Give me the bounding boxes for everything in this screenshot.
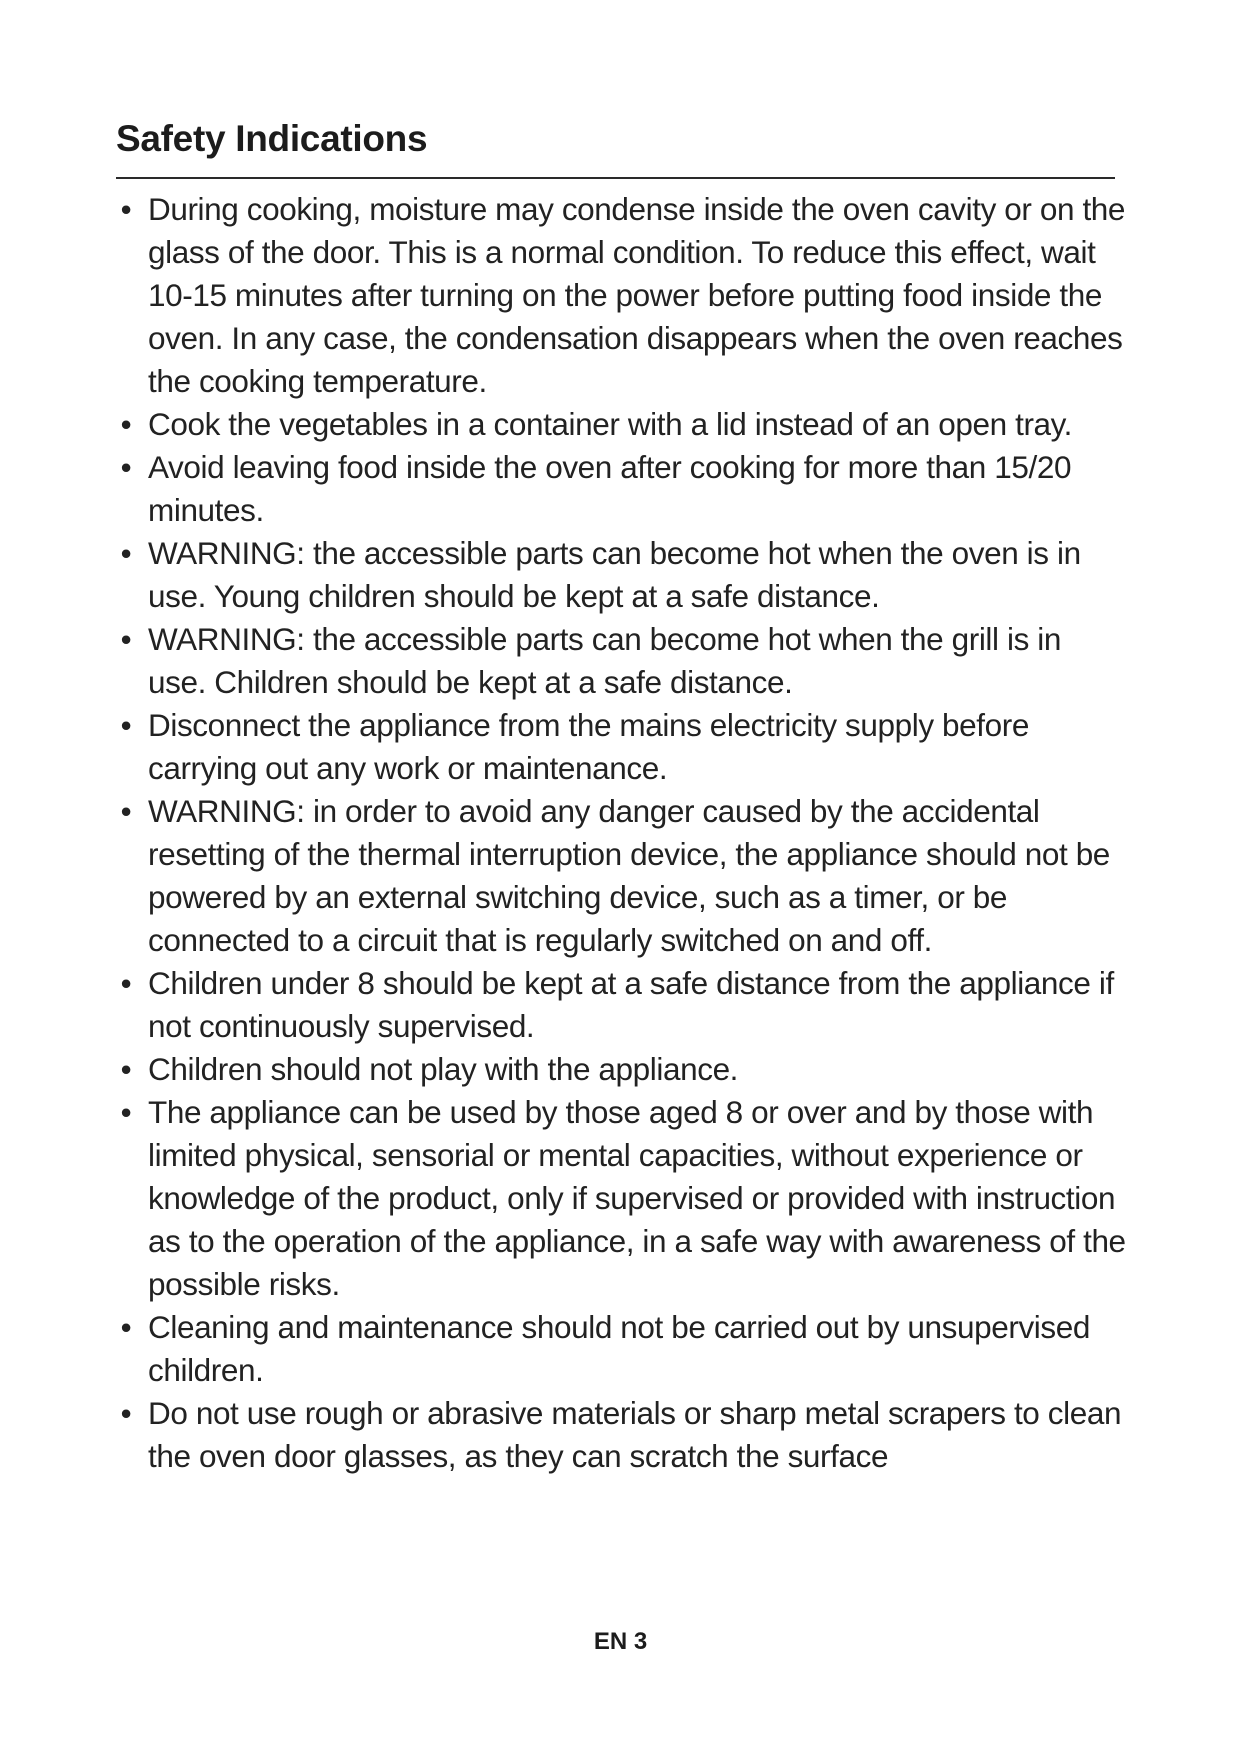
list-item-text: WARNING: in order to avoid any danger caused by the accidental resetting of the thermal interruption device, the appliance should not be powered by an external switching device, such as a timer, or be connected to a circuit that is regularly switched on and off. bbox=[148, 793, 1110, 958]
list-item bbox=[116, 790, 1126, 962]
bullet-icon: • bbox=[120, 965, 132, 1001]
section-title: Safety Indications bbox=[116, 118, 428, 159]
list-item-text: Disconnect the appliance from the mains electricity supply before carrying out any work or maintenance. bbox=[148, 707, 1029, 786]
bullet-icon: • bbox=[120, 535, 132, 571]
list-item-text: During cooking, moisture may condense inside the oven cavity or on the glass of the door. This is a normal condition. To reduce this effect, wait 10-15 minutes after turning on the power before putting food inside the oven. In any case, the condensation disappears when the oven reaches the cooking temperature. bbox=[148, 191, 1126, 399]
bullet-icon: • bbox=[120, 1094, 132, 1130]
page-number: EN 3 bbox=[593, 1628, 648, 1655]
list-item-text: WARNING: the accessible parts can become hot when the oven is in use. Young children should be kept at a safe distance. bbox=[148, 535, 1081, 614]
list-item bbox=[116, 188, 1126, 403]
safety-bullet-list bbox=[116, 188, 1126, 1478]
bullet-icon: • bbox=[120, 191, 132, 227]
list-item-text: WARNING: the accessible parts can become hot when the grill is in use. Children should be kept at a safe distance. bbox=[148, 621, 1061, 700]
bullet-icon: • bbox=[120, 621, 132, 657]
title-divider bbox=[116, 177, 1115, 179]
list-item-text: Cook the vegetables in a container with a lid instead of an open tray. bbox=[148, 406, 1073, 442]
list-item-text: Cleaning and maintenance should not be carried out by unsupervised children. bbox=[148, 1309, 1090, 1388]
bullet-icon: • bbox=[120, 1051, 132, 1087]
bullet-icon: • bbox=[120, 793, 132, 829]
bullet-icon: • bbox=[120, 449, 132, 485]
bullet-icon: • bbox=[120, 1309, 132, 1345]
list-item bbox=[116, 618, 1126, 704]
list-item bbox=[116, 1392, 1126, 1478]
list-item-text: Avoid leaving food inside the oven after cooking for more than 15/20 minutes. bbox=[148, 449, 1072, 528]
list-item bbox=[116, 704, 1126, 790]
list-item-text: Children should not play with the appliance. bbox=[148, 1051, 739, 1087]
list-item-text: The appliance can be used by those aged 8 or over and by those with limited physical, sensorial or mental capacities, without experience or knowledge of the product, only if supervised or provided with instruction as to the operation of the appliance, in a safe way with awareness of the possible risks. bbox=[148, 1094, 1126, 1302]
bullet-icon: • bbox=[120, 707, 132, 743]
bullet-icon: • bbox=[120, 406, 132, 442]
list-item bbox=[116, 532, 1126, 618]
list-item bbox=[116, 1048, 1126, 1091]
list-item bbox=[116, 446, 1126, 532]
list-item bbox=[116, 403, 1126, 446]
list-item-text: Do not use rough or abrasive materials or sharp metal scrapers to clean the oven door glasses, as they can scratch the surface bbox=[148, 1395, 1122, 1474]
list-item bbox=[116, 1306, 1126, 1392]
bullet-icon: • bbox=[120, 1395, 132, 1431]
list-item-text: Children under 8 should be kept at a safe distance from the appliance if not continuously supervised. bbox=[148, 965, 1114, 1044]
list-item bbox=[116, 962, 1126, 1048]
list-item bbox=[116, 1091, 1126, 1306]
